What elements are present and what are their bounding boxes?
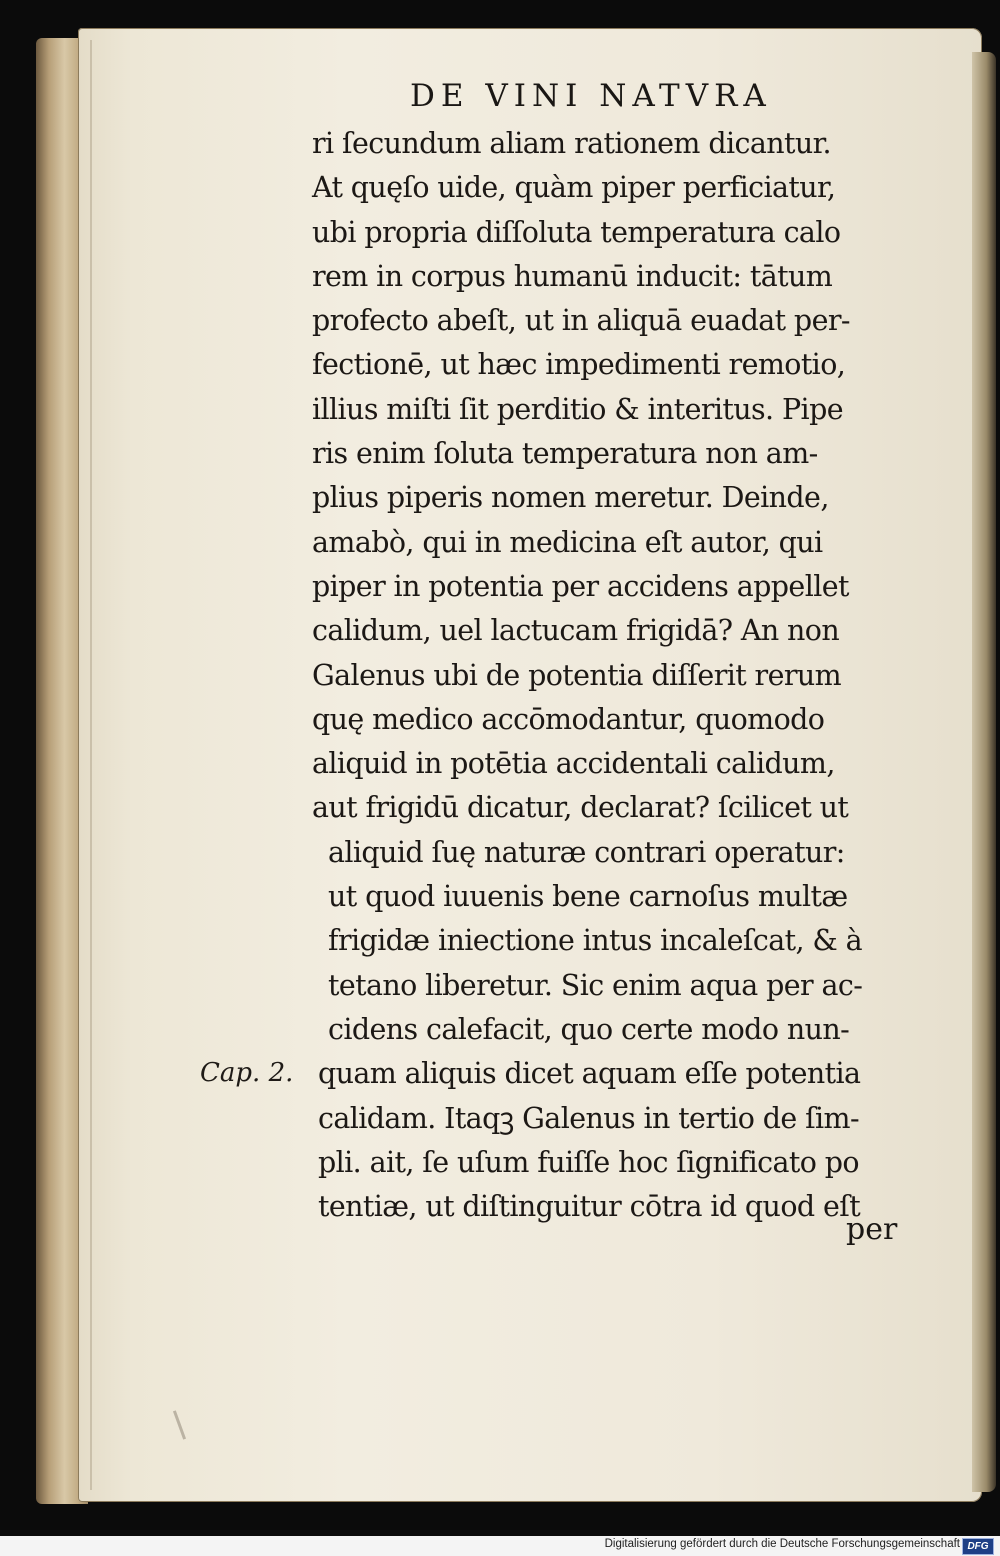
page-fold-line [90, 40, 92, 1490]
main-text-block [312, 122, 952, 1229]
running-head: DE VINI NATVRA [410, 78, 772, 114]
text-line: pli. ait, ſe uſum fuiſſe hoc ſignificato po [318, 1145, 859, 1179]
text-line: calidum, uel lactucam frigidā? An non [312, 614, 840, 648]
text-line: tentiæ, ut diſtinguitur cōtra id quod eſt [318, 1190, 861, 1224]
text-line: aliquid in potētia accidentali calidum, [312, 747, 835, 781]
text-line: At quęſo uide, quàm piper perficiatur, [312, 171, 836, 205]
text-line: illius miſti ſit perditio & interitus. Pipe [312, 392, 843, 426]
text-line: ut quod iuuenis bene carnoſus multæ [328, 880, 848, 914]
text-line: Galenus ubi de potentia diſſerit rerum [312, 658, 842, 692]
footer-bar [0, 1536, 1000, 1556]
text-line: quam aliquis dicet aquam eſſe potentia [318, 1057, 861, 1091]
text-line: frigidæ iniectione intus incaleſcat, & à [328, 924, 863, 958]
page-edge-shadow [972, 52, 996, 1492]
text-line: rem in corpus humanū inducit: tātum [312, 259, 833, 293]
catchword: per [846, 1212, 898, 1247]
text-line: piper in potentia per accidens appellet [312, 569, 849, 603]
marginal-note: Cap. 2. [200, 1058, 294, 1088]
text-line: ubi propria diſſoluta temperatura calo [312, 215, 841, 249]
dfg-logo-icon[interactable]: DFG [962, 1538, 994, 1555]
text-line: aliquid ſuę naturæ contrari operatur: [328, 835, 845, 869]
text-line: fectionē, ut hæc impedimenti remotio, [312, 348, 846, 382]
text-line: ri ſecundum aliam rationem dicantur. [312, 127, 831, 160]
text-line: calidam. Itaqꝫ Galenus in tertio de ſim- [318, 1101, 860, 1135]
text-line: ris enim ſoluta temperatura non am- [312, 437, 818, 471]
text-line: cidens calefacit, quo certe modo nun- [328, 1012, 850, 1046]
funding-note: Digitalisierung gefördert durch die Deutsche Forschungsgemeinschaft [604, 1538, 960, 1550]
text-line: profecto abeſt, ut in aliquā euadat per- [312, 304, 850, 338]
text-line: amabò, qui in medicina eſt autor, qui [312, 525, 823, 559]
text-line: plius piperis nomen meretur. Deinde, [312, 481, 829, 515]
text-line: tetano liberetur. Sic enim aqua per ac- [328, 968, 863, 1002]
text-line: aut frigidū dicatur, declarat? ſcilicet ut [312, 791, 849, 825]
text-line: quę medico accōmodantur, quomodo [312, 702, 825, 736]
